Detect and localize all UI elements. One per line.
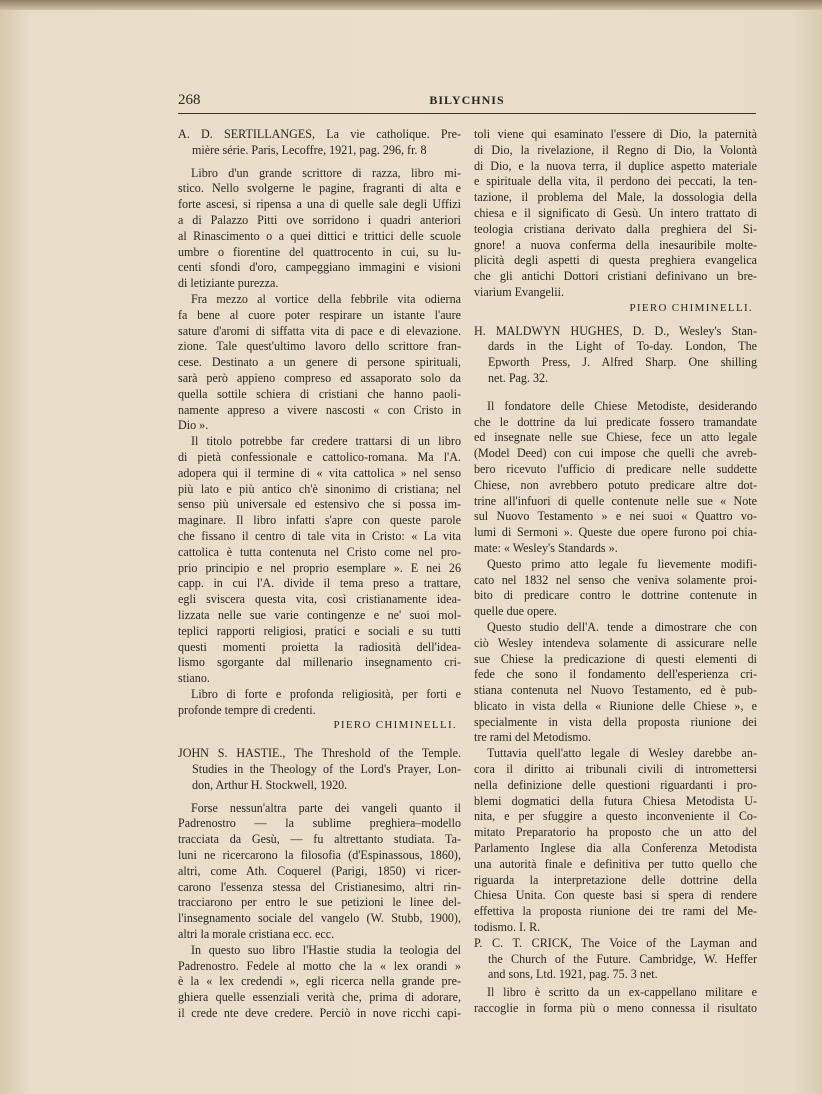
text-line: specialmente in vista della proposta riunione dei	[474, 714, 757, 729]
text-line: altri, come Ath. Coquerel (Parigi, 1850) vi ricer-	[178, 863, 461, 878]
spacer	[178, 159, 461, 166]
text-line: sature d'aromi di siffatta vita di pace e di elevazione.	[178, 323, 461, 338]
spacer	[474, 317, 757, 324]
bibliographic-line: don, Arthur H. Stockwell, 1920.	[192, 777, 348, 792]
text-line: viarium Evangelii.	[474, 284, 565, 299]
text-line: Libro d'un grande scrittore di razza, libro mi-	[191, 165, 461, 180]
text-line: bero ricevuto l'ufficio di predicare nelle suddette	[474, 461, 757, 476]
text-line: e spirituale della vita, il perdono dei peccati, la ten-	[474, 174, 757, 189]
text-line: profonde tempre di credenti.	[178, 702, 316, 717]
text-line: lismo sgorgante dal millenario insegnamento cri-	[178, 655, 461, 670]
text-line: cattolica è tutta contenuta nel Cristo come nel pro-	[178, 544, 461, 559]
bibliographic-line: dards in the Light of To-day. London, The	[488, 339, 757, 354]
text-line: In questo suo libro l'Hastie studia la teologia del	[191, 942, 461, 957]
bibliographic-line: and sons, Ltd. 1921, pag. 75. 3 net.	[488, 967, 658, 982]
bibliographic-line: P. C. T. CRICK, The Voice of the Layman and	[474, 935, 757, 950]
text-line: sue Chiese la predicazione di questi elementi di	[474, 651, 757, 666]
text-line: sul Nuovo Testamento » e nei suoi « Quattro vo-	[474, 509, 757, 524]
text-line: Chiese, non avrebbero potuto predicare altre dot-	[474, 477, 757, 492]
text-line: a di Palazzo Pitti ove sorridono i quadri anteriori	[178, 212, 461, 227]
bibliographic-line: the Church of the Future. Cambridge, W. Heffer	[488, 951, 757, 966]
text-line: Tuttavia quell'atto legale di Wesley darebbe an-	[487, 746, 757, 761]
text-line: stiano.	[178, 671, 210, 686]
text-line: tazione, il problema del Male, la dossologia della	[474, 190, 757, 205]
bibliographic-line: H. MALDWYN HUGHES, D. D., Wesley's Stan-	[474, 323, 757, 338]
text-line: Questo studio dell'A. tende a dimostrare che con	[487, 619, 757, 634]
page-header	[178, 90, 756, 112]
bibliographic-line: mière série. Paris, Lecoffre, 1921, pag. 296, fr. 8	[192, 142, 427, 157]
text-line: blicato in vista della « Riunione delle Chiese », e	[474, 698, 757, 713]
text-line: maginare. Il libro infatti s'apre con queste parole	[178, 513, 461, 528]
text-line: zione. Tale quest'ultimo lavoro dello scrittore fran-	[178, 339, 461, 354]
text-line: centi sfondi d'oro, campeggiano immagini e visioni	[178, 260, 461, 275]
text-line: stiana contenuta nel Nuovo Testamento, ed è pub-	[474, 683, 757, 698]
page-number: 268	[178, 92, 201, 108]
text-line: di Dio, la rivelazione, il Regno di Dio, la Volontà	[474, 142, 757, 157]
text-line: il crede nte deve credere. Perciò in nove ricchi capi-	[178, 1006, 461, 1021]
text-line: tre rami del Metodismo.	[474, 730, 591, 745]
text-line: Padrenostro. Fedele al motto che la « lex orandi »	[178, 958, 461, 973]
text-line: Questo primo atto legale fu lievemente modifi-	[487, 556, 757, 571]
text-line: Fra mezzo al vortice della febbrile vita odierna	[191, 291, 461, 306]
text-line: una autorità finale e definitiva per tutto quello che	[474, 856, 757, 871]
text-line: è la « lex credendi », egli ricerca nella grande pre-	[178, 974, 461, 989]
text-line: adopera qui il termine di « vita cattolica » nel senso	[178, 465, 461, 480]
text-line: (Model Deed) con cui impose che quelli che avreb-	[474, 446, 757, 461]
text-line: che le dottrine da lui predicate fossero tramandate	[474, 414, 757, 429]
text-line: namente appreso a vivere nascosti « con Cristo in	[178, 402, 461, 417]
text-line: che gli antichi Dottori cristiani definivano un bre-	[474, 269, 757, 284]
text-line: mate: « Wesley's Standards ».	[474, 540, 618, 555]
journal-title: BILYCHNIS	[429, 93, 505, 107]
text-line: Parlamento Inglese dia alla Conferenza Metodista	[474, 841, 757, 856]
bibliographic-line: JOHN S. HASTIE., The Threshold of the Temple.	[178, 746, 461, 761]
text-line: teplici rapporti religiosi, pratici e sociali e su tutti	[178, 623, 461, 638]
text-line: prio principio e nel proprio esemplare ». E nei 26	[178, 560, 461, 575]
right-column	[474, 127, 757, 1017]
text-line: todismo. I. R.	[474, 920, 541, 935]
text-line: Padrenostro — la sublime preghiera–modello	[178, 816, 461, 831]
text-line: ghiera quelle essenziali verità che, prima di adorare,	[178, 990, 461, 1005]
text-line: Il titolo potrebbe far credere trattarsi di un libro	[191, 434, 461, 449]
text-line: forte ascesi, si ripensa a una di quelle sale degli Uffizi	[178, 197, 461, 212]
text-line: ed insegnate nelle sue Chiese, fece un atto legale	[474, 430, 757, 445]
text-line: Il libro è scritto da un ex-cappellano militare e	[487, 985, 757, 1000]
text-line: fa bene al cuore poter respirare un istante l'aure	[178, 307, 461, 322]
spacer	[178, 734, 461, 746]
text-line: gnore! a nuova conferma della inesauribile molte-	[474, 237, 757, 252]
text-line: cato nel 1832 nel senso che veniva solamente proi-	[474, 572, 757, 587]
text-line: nella definizione delle questioni riguardanti i pro-	[474, 777, 757, 792]
text-line: egli sviscera questa vita, così cristianamente idea-	[178, 592, 461, 607]
bibliographic-line: A. D. SERTILLANGES, La vie catholique. Pre-	[178, 127, 461, 141]
header-rule	[178, 113, 756, 114]
text-line: ciò Wesley intendeva solamente di assicurare nelle	[474, 635, 757, 650]
text-line: quella sottile schiera di cristiani che hanno paoli-	[178, 386, 461, 401]
text-line: effettiva la proposta riunione dei tre rami del Me-	[474, 904, 757, 919]
bibliographic-line: net. Pag. 32.	[488, 370, 549, 385]
left-column	[178, 127, 461, 1022]
text-line: questi momenti proietta la radiosità dell'idea-	[178, 639, 461, 654]
text-line: lumi di Sermoni ». Queste due opere furono poi chia-	[474, 525, 757, 540]
text-line: chiesa e il significato di Gesù. Un intero trattato di	[474, 205, 757, 220]
text-line: teologia cristiana derivato dalla preghiera del Si-	[474, 221, 757, 236]
text-line: fede che sono il fondamento dell'esperienza cri-	[474, 667, 757, 682]
text-line: l'insegnamento sociale del vangelo (W. Stubb, 1900),	[178, 911, 461, 926]
page-top-edge	[0, 0, 822, 10]
text-line: quelle due opere.	[474, 604, 557, 619]
text-line: tracciarono per entro le sue petizioni le linee del-	[178, 895, 461, 910]
text-line: carono l'essenza stessa del Cristianesimo, altri rin-	[178, 879, 461, 894]
text-line: luni ne ricercarono la filosofia (d'Espinassous, 1860),	[178, 848, 461, 863]
text-line: Forse nessun'altra parte dei vangeli quanto il	[191, 800, 461, 815]
text-line: Il fondatore delle Chiese Metodiste, desiderando	[487, 398, 757, 413]
text-line: di pietà confessionale e cattolico-romana. Ma l'A.	[178, 449, 461, 464]
text-line: più lato e più antico ch'è sinonimo di cristiana; nel	[178, 481, 461, 496]
bibliographic-line: Epworth Press, J. Alfred Sharp. One shilling	[488, 355, 757, 370]
text-line: capp. in cui l'A. divide il tema preso a trattare,	[178, 576, 461, 591]
text-line: cese. Destinato a un genere di persone spirituali,	[178, 355, 461, 370]
review-signature: PIERO CHIMINELLI.	[629, 301, 753, 314]
text-line: al Rinascimento o a quei dittici e trittici delle scuole	[178, 228, 461, 243]
text-line: stico. Nello svolgerne le pagine, fragranti di alta e	[178, 181, 461, 196]
text-line: riguarda la interpretazione delle dottrine della	[474, 872, 757, 887]
text-line: lizzata nelle sue varie contingenze e ne' suoi mol-	[178, 607, 461, 622]
text-line: Libro di forte e profonda religiosità, per forti e	[191, 686, 461, 701]
text-line: trine all'infuori di quelle contenute nelle sue « Note	[474, 493, 757, 508]
spacer	[178, 794, 461, 801]
text-line: bito di predicare contro le dottrine contenute in	[474, 588, 757, 603]
text-line: di letiziante purezza.	[178, 276, 279, 291]
text-line: tracciata da Gesù, — fu altrettanto studiata. Ta-	[178, 832, 461, 847]
text-line: mitato Preparatorio ha proposto che un atto del	[474, 825, 757, 840]
text-line: cora il diritto ai tribunali civili di intromettersi	[474, 762, 757, 777]
text-line: nita, e per sfuggire a questo inconveniente il Co-	[474, 809, 757, 824]
text-line: che fissano il centro di tale vita in Cristo: « La vita	[178, 528, 461, 543]
text-line: sarà però appieno compreso ed assaporato solo da	[178, 370, 461, 385]
text-line: raccoglie in forma più o meno connessa il risultato	[474, 1001, 757, 1016]
text-line: blemi dogmatici della futura Chiesa Metodista U-	[474, 793, 757, 808]
text-line: di Dio, e la nuova terra, il duplice aspetto materiale	[474, 158, 757, 173]
text-line: toli viene qui esaminato l'essere di Dio, la paternità	[474, 127, 757, 141]
text-line: altri la morale cristiana ecc. ecc.	[178, 927, 335, 942]
text-line: Dio ».	[178, 418, 209, 433]
text-line: senso più universale ed estensivo che si possa im-	[178, 497, 461, 512]
text-line: umbre o fiorentine del quattrocento in cui, su lu-	[178, 244, 461, 259]
review-signature: PIERO CHIMINELLI.	[333, 719, 457, 732]
bibliographic-line: Studies in the Theology of the Lord's Prayer, Lon-	[192, 762, 461, 777]
text-line: plicità degli aspetti di questa preghiera evangelica	[474, 253, 757, 268]
text-line: Chiesa Unita. Con queste basi si spera di rendere	[474, 888, 757, 903]
spacer	[474, 387, 757, 399]
